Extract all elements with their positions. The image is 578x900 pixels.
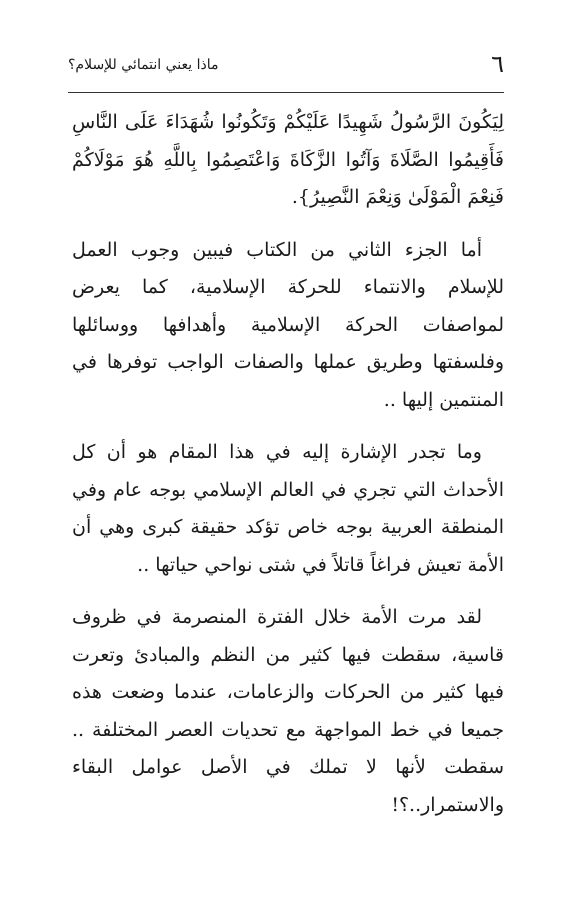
running-title: ماذا يعني انتمائي للإسلام؟ bbox=[68, 57, 219, 73]
paragraph-ummah: لقد مرت الأمة خلال الفترة المنصرمة في ظروف قاسية، سقطت فيها كثير من النظم والمبادئ وتعرت فيها كثير من الحركات والزعامات، عندما وضعت هذه جميعا في خط المواجهة مع تحديات العصر المختلفة .. سقطت لأنها لا تملك في الأصل عوامل البقاء والاستمرار..؟! bbox=[72, 606, 504, 816]
body-text bbox=[72, 104, 504, 824]
paragraph-events: وما تجدر الإشارة إليه في هذا المقام هو أن كل الأحداث التي تجري في العالم الإسلامي بوجه عام وفي المنطقة العربية بوجه خاص تؤكد حقيقة كبرى وهي أن الأمة تعيش فراغاً قاتلاً في شتى نواحي حياتها .. bbox=[72, 441, 504, 576]
paragraph-spacer bbox=[72, 217, 504, 232]
paragraph-second-part: أما الجزء الثاني من الكتاب فيبين وجوب العمل للإسلام والانتماء للحركة الإسلامية، كما يعرض لمواصفات الحركة الإسلامية وأهدافها ووسائلها وفلسفتها وطريق عملها والصفات الواجب توفرها في المنتمين إليها .. bbox=[72, 238, 504, 411]
quran-verse-paragraph: لِيَكُونَ الرَّسُولُ شَهِيدًا عَلَيْكُمْ وَتَكُونُوا شُهَدَاءَ عَلَى النَّاسِ فَأَقِيمُوا الصَّلَاةَ وَآتُوا الزَّكَاةَ وَاعْتَصِمُوا بِاللَّهِ هُوَ مَوْلَاكُمْ فَنِعْمَ الْمَوْلَىٰ وَنِعْمَ النَّصِيرُ}. bbox=[72, 111, 504, 208]
header-divider bbox=[68, 92, 504, 93]
paragraph-spacer bbox=[72, 584, 504, 599]
paragraph-spacer bbox=[72, 419, 504, 434]
page-number: ٦ bbox=[491, 50, 504, 78]
page-header bbox=[68, 48, 504, 82]
